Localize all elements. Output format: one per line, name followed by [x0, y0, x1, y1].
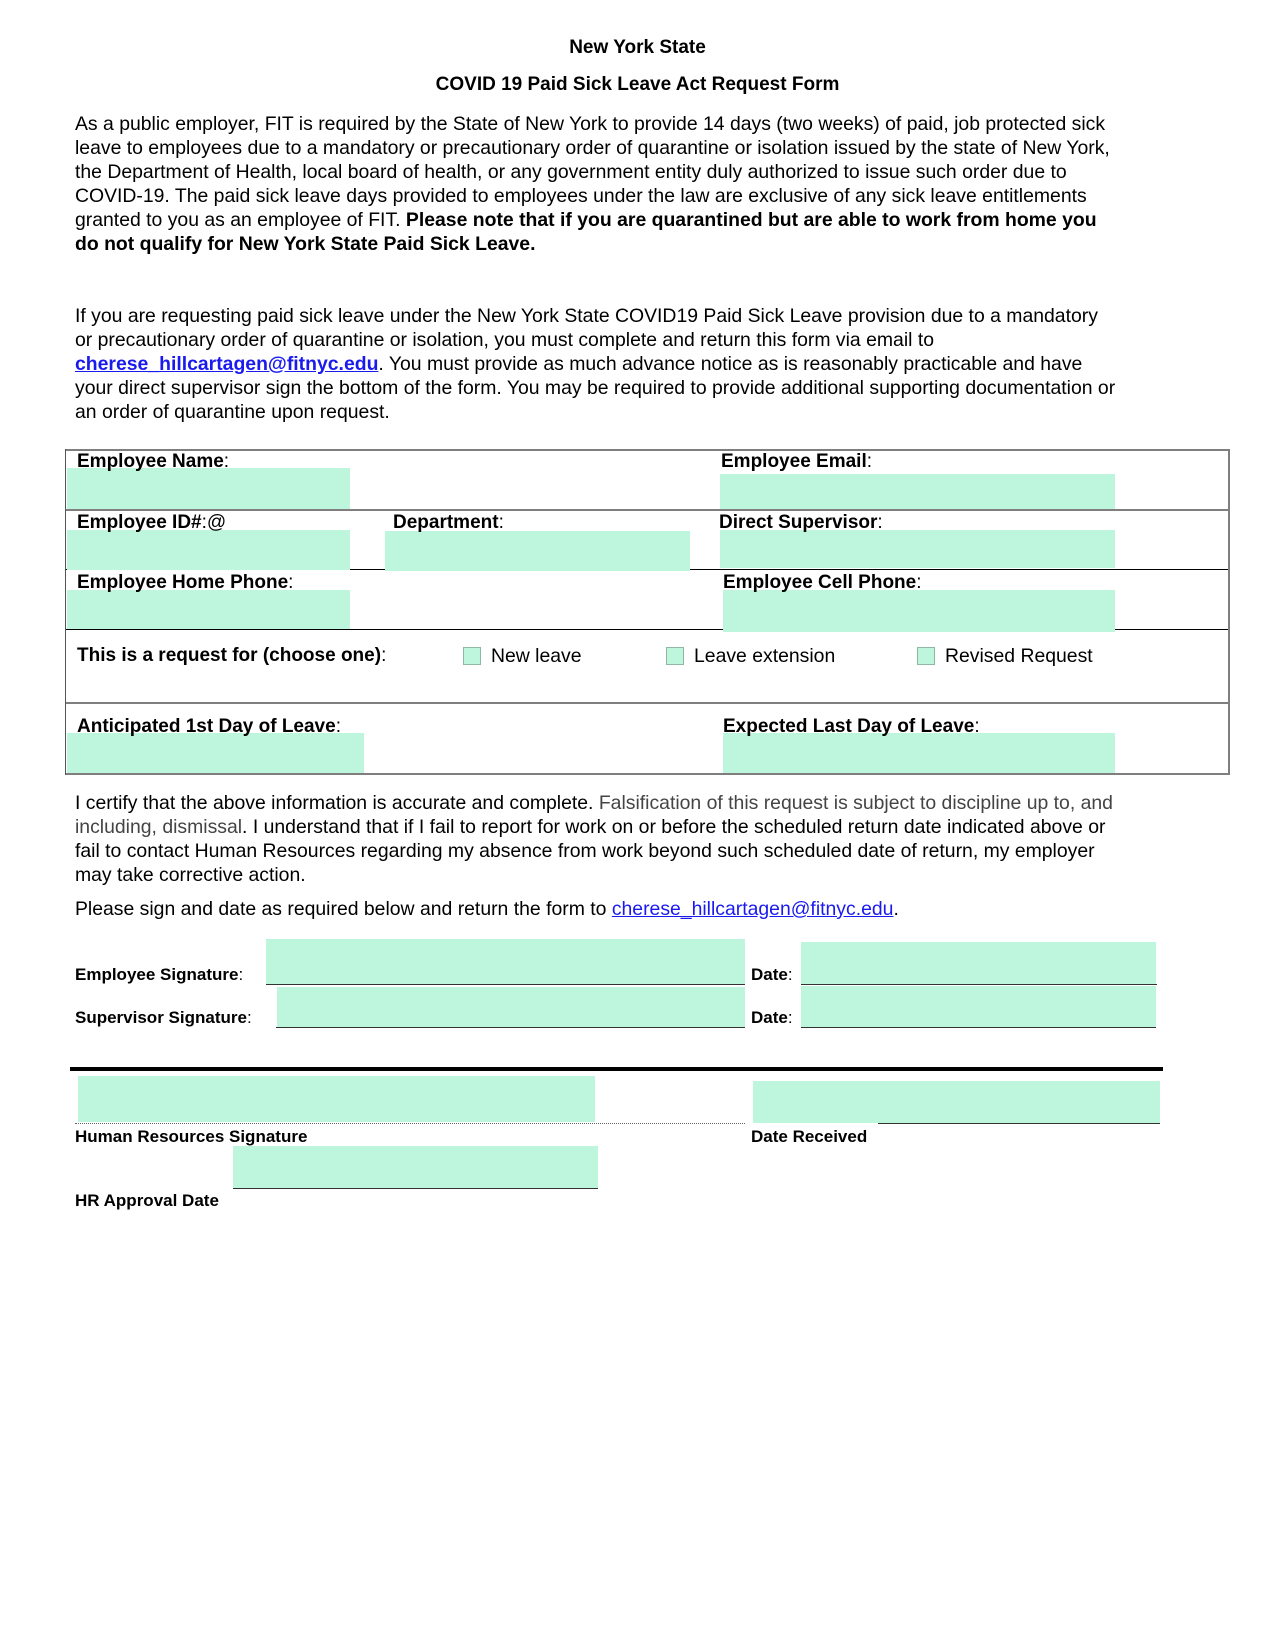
first-day-of-leave-label: [77, 716, 341, 738]
label-text: Anticipated 1st Day of Leave: [77, 716, 336, 737]
hr-approval-date-line: [233, 1188, 598, 1189]
date-received-line: [878, 1123, 1160, 1124]
label-colon: :: [916, 572, 922, 593]
intro-line: [75, 232, 1215, 256]
label-text: Expected Last Day of Leave: [723, 716, 975, 737]
revised-request-option-label: Revised Request: [945, 645, 1093, 667]
instructions-line: or precautionary order of quarantine or isolation, you must complete and return this form via email to: [75, 329, 935, 351]
direct-supervisor-label: [719, 512, 883, 534]
employee-date-line: [801, 984, 1157, 985]
return-note-period: .: [893, 898, 899, 920]
last-day-of-leave-field[interactable]: [723, 733, 1115, 773]
certify-line: [75, 791, 1215, 815]
certify-text: Falsification of this request is subject to discipline up to, and: [598, 792, 1113, 814]
certify-text: including, dismissal: [75, 816, 243, 838]
hr-signature-label: Human Resources Signature: [75, 1127, 308, 1146]
return-email-link[interactable]: cherese_hillcartagen@fitnyc.edu: [611, 898, 894, 920]
label-colon: :: [877, 512, 883, 533]
label-text: Employee Signature: [75, 965, 239, 984]
supervisor-signature-field[interactable]: [277, 987, 745, 1027]
employee-name-label: [77, 451, 229, 473]
new-leave-checkbox[interactable]: [463, 647, 481, 665]
table-border-right: [1228, 449, 1230, 775]
employee-email-label: [721, 451, 872, 473]
certify-line: fail to contact Human Resources regarding my absence from work beyond such scheduled date of return, my employer: [75, 840, 1095, 862]
certification-paragraph: [75, 791, 1215, 887]
label-text: Department: [393, 512, 499, 533]
table-row-divider: [65, 509, 1229, 511]
employee-name-field[interactable]: [67, 468, 350, 509]
label-colon: :: [223, 451, 230, 472]
cell-phone-label: [723, 572, 922, 594]
employee-signature-label: [75, 965, 243, 985]
intro-line: leave to employees due to a mandatory or precautionary order of quarantine or isolation issued by the state of New York,: [75, 137, 1110, 159]
label-colon: :: [335, 716, 341, 737]
new-leave-option-label: New leave: [491, 645, 582, 667]
intro-notice-bold: Please note that if you are quarantined but are able to work from home you: [405, 209, 1097, 231]
label-colon: :: [974, 716, 980, 737]
table-border-top: [65, 449, 1229, 451]
instructions-paragraph: [75, 304, 1215, 424]
return-note: [75, 897, 1215, 921]
last-day-of-leave-label: [723, 716, 980, 738]
label-text: Employee Home Phone: [77, 572, 289, 593]
instructions-line: your direct supervisor sign the bottom of the form. You may be required to provide additional supporting documentation or: [75, 377, 1116, 399]
label-text: Date: [751, 1008, 788, 1027]
intro-line: [75, 208, 1215, 232]
label-text: Employee Email: [721, 451, 867, 472]
hr-section-divider: [70, 1067, 1163, 1071]
intro-text: granted to you as an employee of FIT.: [75, 209, 406, 231]
supervisor-signature-line: [276, 1027, 745, 1028]
label-text: Direct Supervisor: [719, 512, 878, 533]
certify-text: . I understand that if I fail to report for work on or before the scheduled return date indicated above or: [242, 816, 1106, 838]
department-label: [393, 512, 504, 534]
label-colon: :: [498, 512, 504, 533]
cell-phone-field[interactable]: [723, 590, 1115, 632]
label-colon: :: [787, 965, 793, 984]
certify-line: may take corrective action.: [75, 864, 306, 886]
revised-request-checkbox[interactable]: [917, 647, 935, 665]
supervisor-signature-label: [75, 1008, 252, 1028]
request-type-label: [77, 645, 386, 667]
home-phone-field[interactable]: [67, 590, 350, 629]
supervisor-date-field[interactable]: [801, 986, 1156, 1027]
label-text: Supervisor Signature: [75, 1008, 247, 1027]
employee-signature-line: [266, 984, 745, 985]
intro-line: COVID-19. The paid sick leave days provided to employees under the law are exclusive of any sick leave entitlements: [75, 185, 1087, 207]
instructions-line: an order of quarantine upon request.: [75, 401, 390, 423]
supervisor-date-line: [801, 1027, 1156, 1028]
first-day-of-leave-field[interactable]: [67, 733, 364, 773]
employee-id-label: [77, 512, 226, 534]
hr-approval-date-field[interactable]: [233, 1146, 598, 1188]
table-border-left: [65, 449, 66, 775]
date-received-field[interactable]: [753, 1081, 1160, 1123]
leave-extension-option-label: Leave extension: [694, 645, 836, 667]
department-field[interactable]: [385, 531, 690, 571]
date-received-label: Date Received: [751, 1127, 868, 1146]
home-phone-label: [77, 572, 293, 594]
employee-date-label: [751, 965, 793, 985]
intro-line: the Department of Health, local board of health, or any government entity duly authorized to issue such order due to: [75, 161, 1067, 183]
hr-email-link[interactable]: cherese_hillcartagen@fitnyc.edu: [75, 353, 379, 375]
employee-date-field[interactable]: [801, 942, 1156, 984]
label-colon: :: [381, 645, 387, 666]
certify-line: [75, 815, 1215, 839]
intro-line: As a public employer, FIT is required by the State of New York to provide 14 days (two weeks) of paid, job protected sick: [75, 113, 1106, 135]
label-colon: :: [866, 451, 873, 472]
label-text: Employee ID#: [77, 512, 202, 533]
label-text: This is a request for (choose one): [77, 645, 382, 666]
instructions-line: If you are requesting paid sick leave under the New York State COVID19 Paid Sick Leave provision due to a mandatory: [75, 305, 1098, 327]
hr-signature-field[interactable]: [78, 1076, 595, 1122]
label-colon: :: [288, 572, 294, 593]
intro-notice-bold: do not qualify for New York State Paid Sick Leave.: [75, 233, 536, 255]
hr-signature-line: [75, 1123, 745, 1124]
instructions-line: [75, 352, 1215, 376]
employee-signature-field[interactable]: [266, 939, 745, 984]
return-note-text: Please sign and date as required below and return the form to: [75, 898, 612, 920]
leave-extension-checkbox[interactable]: [666, 647, 684, 665]
label-text: Date: [751, 965, 788, 984]
table-border-bottom: [65, 773, 1229, 775]
form-title: COVID 19 Paid Sick Leave Act Request Form: [435, 74, 840, 95]
form-heading-state: New York State: [569, 37, 706, 58]
label-text: Employee Cell Phone: [723, 572, 917, 593]
intro-paragraph: [75, 112, 1215, 256]
label-text: Employee Name: [77, 451, 224, 472]
label-colon: :@: [201, 512, 227, 533]
supervisor-date-label: [751, 1008, 793, 1028]
hr-approval-date-label: HR Approval Date: [75, 1191, 219, 1210]
table-row-divider: [65, 702, 1229, 704]
certify-text: I certify that the above information is accurate and complete.: [75, 792, 599, 814]
employee-email-field[interactable]: [720, 474, 1115, 509]
employee-id-field[interactable]: [67, 530, 350, 570]
instructions-text: . You must provide as much advance notice as is reasonably practicable and have: [378, 353, 1083, 375]
label-colon: :: [238, 965, 244, 984]
direct-supervisor-field[interactable]: [720, 530, 1115, 568]
label-colon: :: [787, 1008, 793, 1027]
label-colon: :: [246, 1008, 252, 1027]
